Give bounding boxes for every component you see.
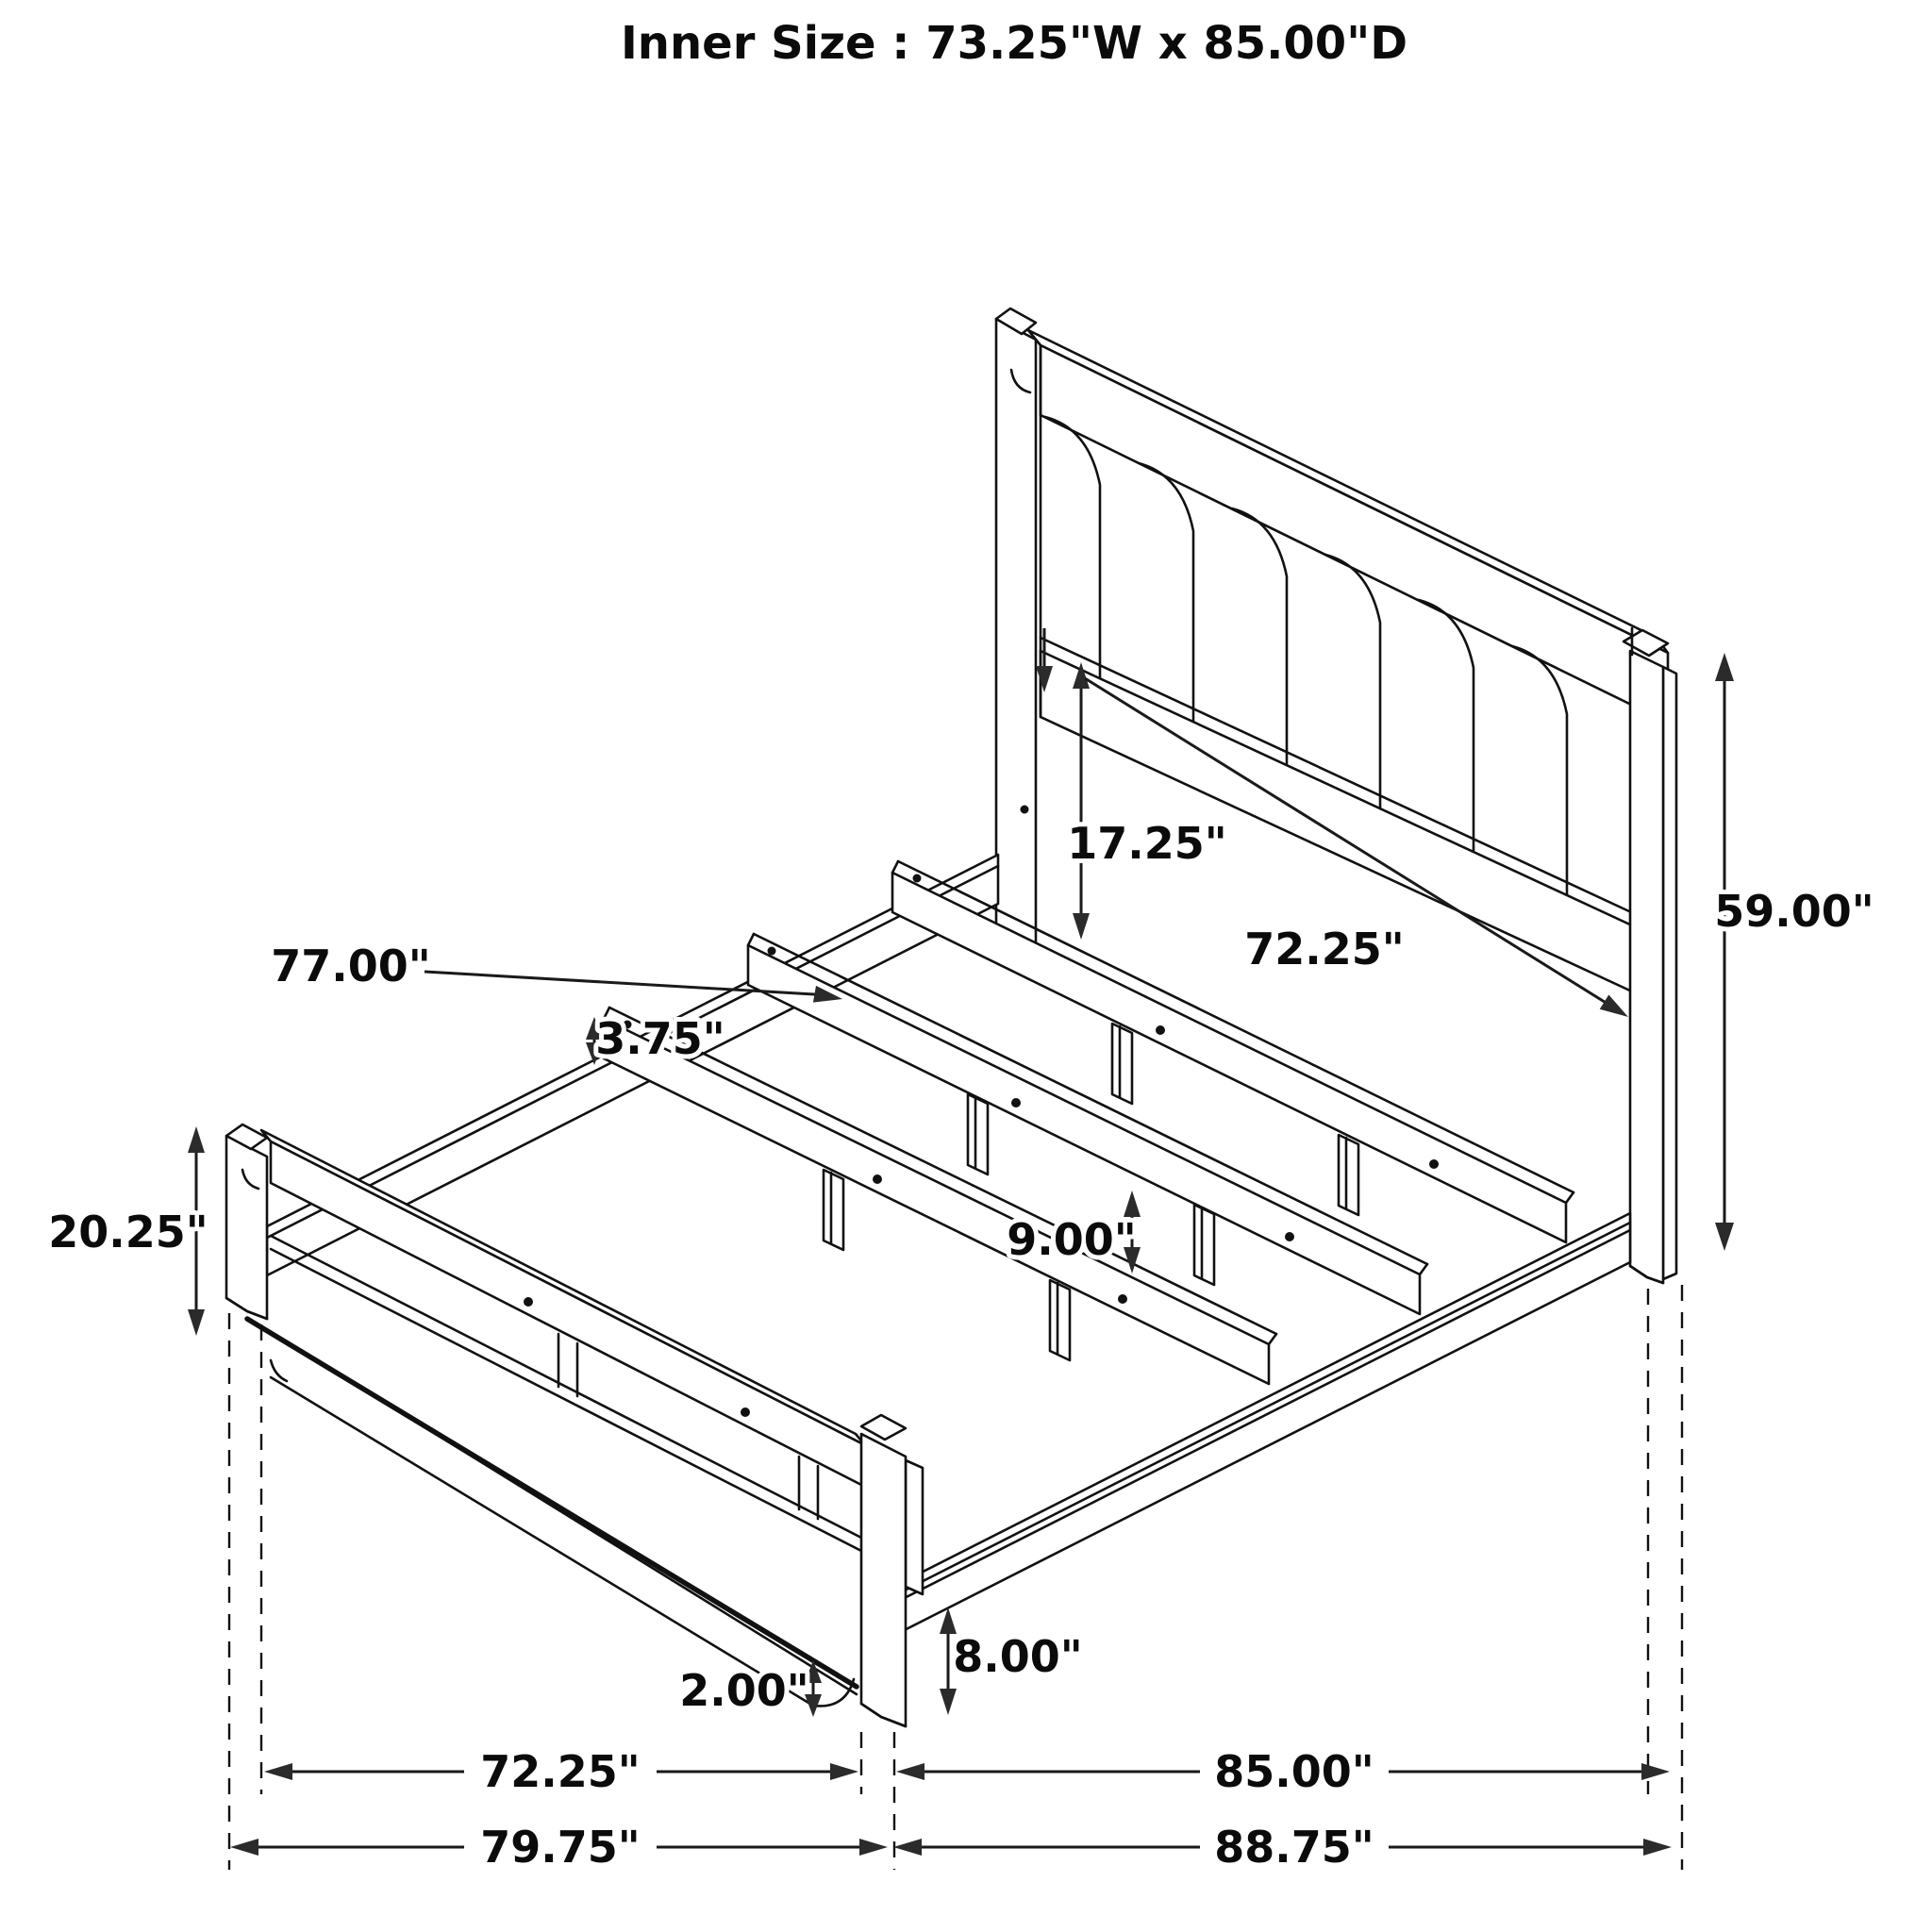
- slat-rail-1-leg: [1339, 1135, 1358, 1215]
- dimension-label-panel-to-slat: 17.25": [1067, 818, 1227, 869]
- dimension-label-outer-depth: 88.75": [1214, 1822, 1374, 1873]
- footboard-right-post: [861, 1434, 906, 1726]
- dimension-label-rail-clearance: 8.00": [953, 1631, 1083, 1682]
- slat-rail-1-leg: [1112, 1024, 1132, 1104]
- footboard-left-post: [226, 1136, 267, 1319]
- headboard-right-post-side: [1663, 667, 1676, 1279]
- footboard: [226, 1124, 923, 1726]
- dimension-label-footboard-outer-width: 79.75": [480, 1822, 641, 1873]
- dimension-label-slat-leg-height: 9.00": [1007, 1214, 1137, 1265]
- drawing-title: Inner Size : 73.25"W x 85.00"D: [620, 17, 1408, 70]
- footboard-right-post-side: [906, 1460, 923, 1594]
- dimension-label-slat-thickness: 3.75": [595, 1013, 725, 1064]
- slat-rail-3-leg: [1050, 1280, 1070, 1360]
- slat-rail-3-leg: [824, 1170, 843, 1250]
- dimension-label-footboard-height: 20.25": [48, 1207, 208, 1257]
- headboard-right-post: [1630, 651, 1663, 1283]
- slat-rail-2-leg: [968, 1094, 988, 1174]
- dimension-label-headboard-height: 59.00": [1714, 886, 1874, 937]
- right-side-rail: [882, 1213, 1630, 1641]
- slat-rail-2-leg: [1194, 1205, 1214, 1285]
- footboard-top-rail: [271, 1141, 865, 1487]
- footboard-right-post-top: [861, 1415, 906, 1440]
- dimension-label-inner-depth: 85.00": [1214, 1746, 1374, 1797]
- dimension-label-kick-height: 2.00": [679, 1665, 809, 1716]
- dimension-label-slat-rail-length: 77.00": [271, 941, 431, 991]
- dimension-label-headboard-inner-width: 72.25": [1244, 924, 1405, 974]
- headboard-top-rail: [1041, 345, 1668, 723]
- dimension-label-footboard-inner-width: 72.25": [480, 1746, 641, 1797]
- headboard-left-post: [996, 319, 1036, 958]
